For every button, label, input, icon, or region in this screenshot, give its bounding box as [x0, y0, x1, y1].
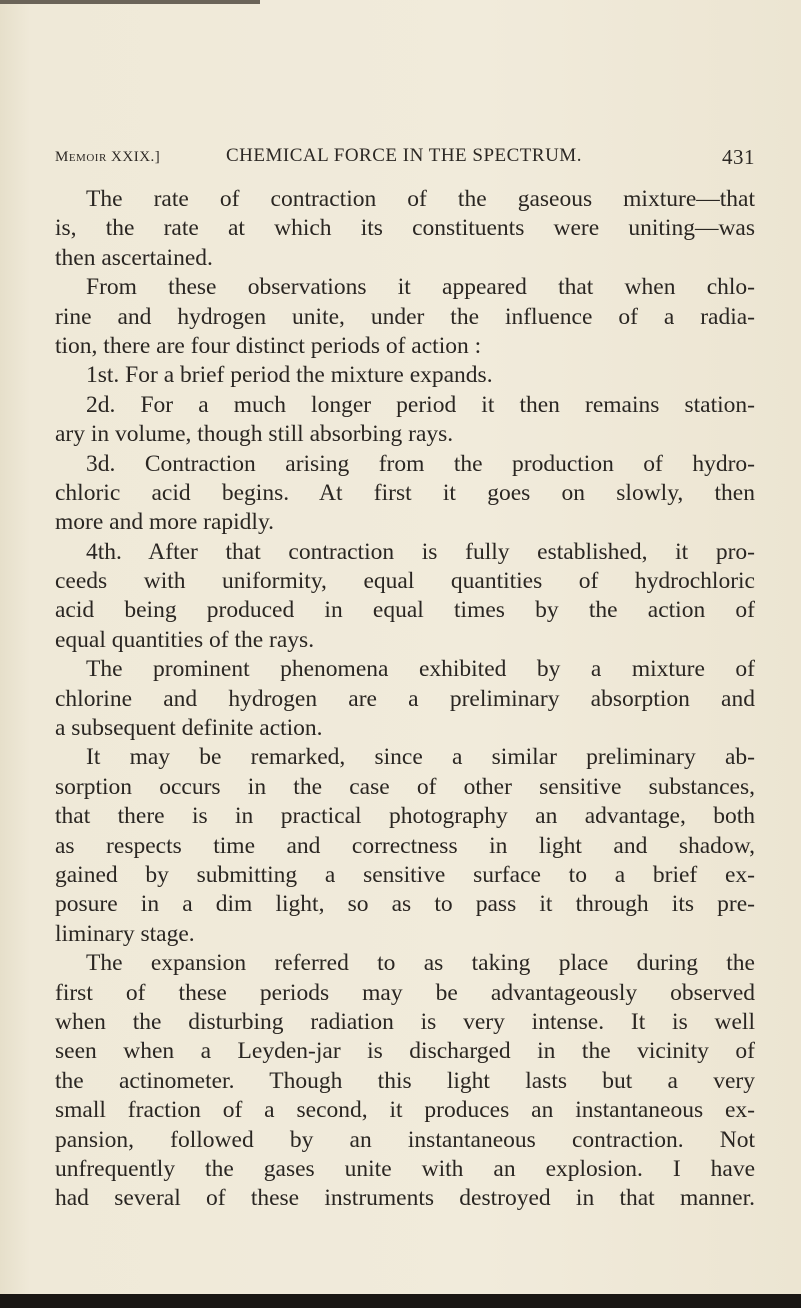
text-line: 3d. Contraction arising from the production of hydro-: [86, 450, 755, 477]
running-header: [55, 145, 755, 175]
text-line: From these observations it appeared that when chlo-: [86, 274, 755, 301]
text-line: The expansion referred to as taking place during the: [86, 950, 755, 977]
text-line: is, the rate at which its constituents were uniting—was: [55, 215, 755, 242]
text-line: sorption occurs in the case of other sensitive substances,: [55, 773, 755, 800]
header-title: CHEMICAL FORCE IN THE SPECTRUM.: [226, 145, 582, 166]
text-line: pansion, followed by an instantaneous contraction. Not: [55, 1126, 755, 1153]
top-edge-line: [0, 0, 260, 4]
text-line: first of these periods may be advantageously observed: [55, 979, 755, 1006]
text-line: more and more rapidly.: [55, 509, 275, 536]
text-line: the actinometer. Though this light lasts but a very: [55, 1067, 755, 1094]
text-line: when the disturbing radiation is very intense. It is well: [55, 1008, 755, 1035]
text-line: ary in volume, though still absorbing rays.: [55, 421, 454, 448]
text-line: chlorine and hydrogen are a preliminary absorption and: [55, 685, 755, 712]
text-line: had several of these instruments destroyed in that manner.: [55, 1185, 755, 1212]
text-line: acid being produced in equal times by the action of: [55, 597, 755, 624]
text-line: posure in a dim light, so as to pass it through its pre-: [55, 891, 755, 918]
text-line: rine and hydrogen unite, under the influence of a radia-: [55, 303, 755, 330]
text-line: ceeds with uniformity, equal quantities of hydrochloric: [55, 568, 755, 595]
text-line: that there is in practical photography an advantage, both: [55, 803, 755, 830]
text-line: The rate of contraction of the gaseous mixture—that: [86, 186, 755, 212]
text-line: 2d. For a much longer period it then remains station-: [86, 391, 755, 418]
text-line: equal quantities of the rays.: [55, 626, 315, 653]
text-line: unfrequently the gases unite with an explosion. I have: [55, 1155, 755, 1182]
page-number: 431: [722, 145, 755, 169]
text-line: seen when a Leyden-jar is discharged in the vicinity of: [55, 1038, 755, 1065]
text-line: tion, there are four distinct periods of action :: [55, 332, 482, 359]
text-line: as respects time and correctness in light and shadow,: [55, 832, 755, 859]
text-line: a subsequent definite action.: [55, 715, 323, 742]
text-line: 4th. After that contraction is fully established, it pro-: [86, 538, 755, 565]
text-line: gained by submitting a sensitive surface to a brief ex-: [55, 861, 755, 888]
text-line: liminary stage.: [55, 920, 195, 947]
text-line: It may be remarked, since a similar preliminary ab-: [86, 744, 755, 771]
text-line: chloric acid begins. At first it goes on slowly, then: [55, 479, 755, 506]
body-text: [55, 185, 755, 1214]
text-line: The prominent phenomena exhibited by a mixture of: [86, 656, 755, 683]
text-line: small fraction of a second, it produces an instantaneous ex-: [55, 1097, 755, 1124]
header-memoir: Memoir XXIX.]: [55, 149, 161, 165]
text-line: then ascertained.: [55, 244, 213, 271]
text-line: 1st. For a brief period the mixture expands.: [86, 362, 493, 389]
bottom-edge-bar: [0, 1294, 801, 1308]
